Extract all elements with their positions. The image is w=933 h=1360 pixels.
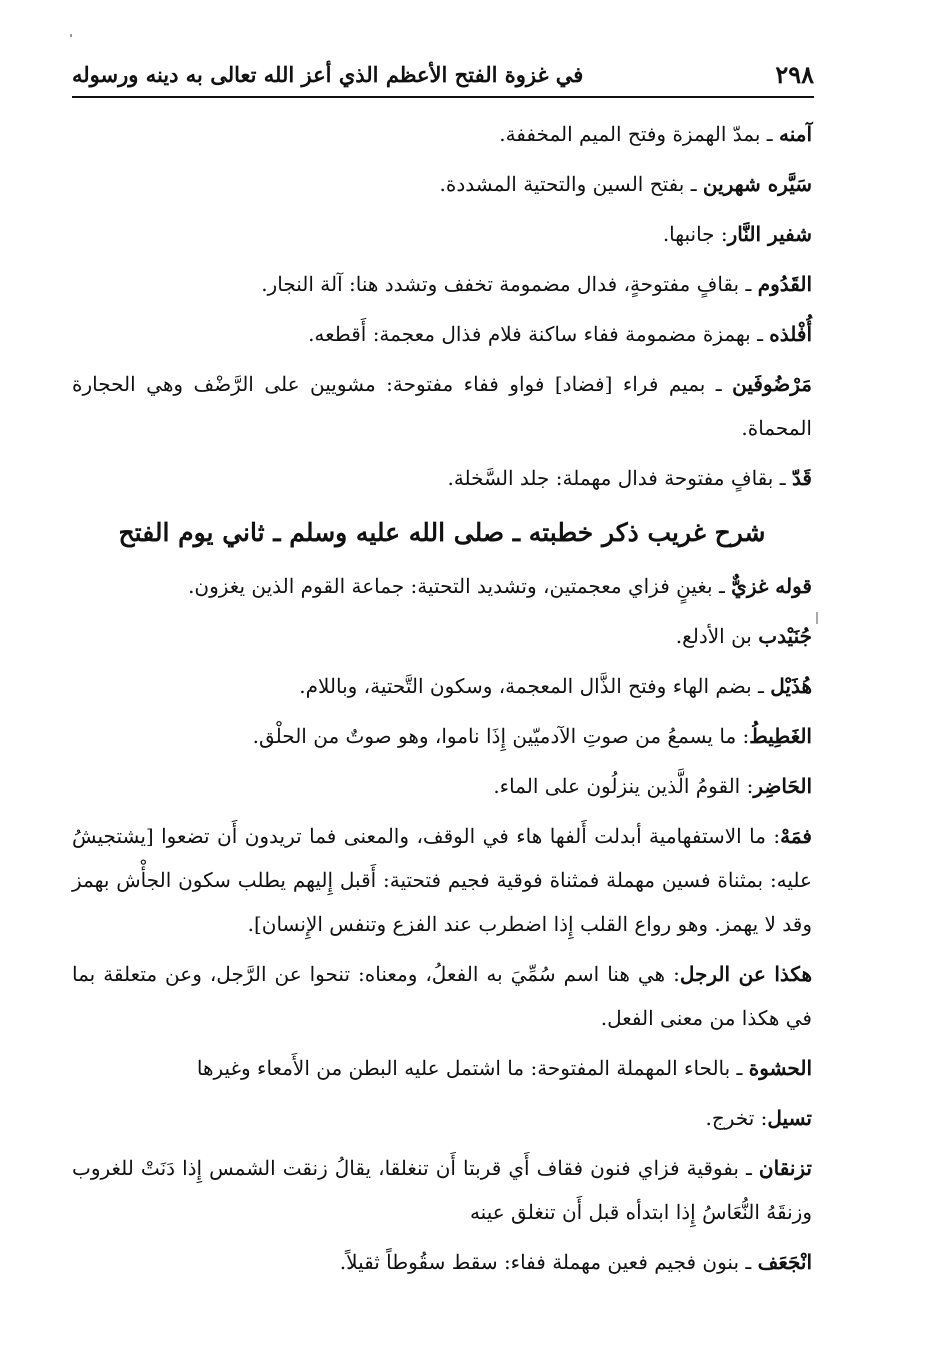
- entry-text: : ما الاستفهامية أبدلت أَلفها هاء في الوقف، والمعنى فما تريدون أَن تضعوا [يشتجيشُ عليه: بمثناة فسين مهملة فمثناة فوقية فجيم فتحتية: أَقبل إِليهم يطلب سكون الجأْش بهمز وقد لا يهمز. وهو رواع القلب إِذا اضطرب عند الفزع وتنفس الإِنسان].: [72, 824, 812, 936]
- glossary-entry: [72, 112, 812, 156]
- entry-text: ـ بغينٍ فزاي معجمتين، وتشديد التحتية: جماعة القوم الذين يغزون.: [188, 574, 732, 598]
- glossary-entry: [72, 564, 812, 608]
- entry-term: آمنه: [778, 122, 812, 146]
- entry-text: : تخرج.: [705, 1106, 768, 1130]
- entry-term: الغَطِيطُ: [749, 724, 812, 748]
- entry-text: : ما يسمعُ من صوتِ الآدميّين إِذَا ناموا، وهو صوتٌ من الحلْق.: [252, 724, 750, 748]
- entry-term: القَدُوم: [757, 272, 812, 296]
- entry-text: ـ بقافٍ مفتوحة فدال مهملة: جلد السَّخلة.: [447, 466, 792, 490]
- page-body: [72, 112, 812, 1290]
- entry-text: ـ بمدّ الهمزة وفتح الميم المخففة.: [499, 122, 779, 146]
- entry-term: تزنقان: [758, 1156, 812, 1180]
- glossary-entry: [72, 262, 812, 306]
- entry-text: : القومُ الَّذين ينزلُون على الماء.: [493, 774, 754, 798]
- glossary-entry: [72, 1046, 812, 1090]
- entry-text: بن الأدلع.: [675, 624, 759, 648]
- glossary-entry: [72, 952, 812, 1040]
- glossary-entry: [72, 814, 812, 946]
- entry-text: ـ بفوقية فزاي فنون فقاف أَي قربتا أَن تنغلقا، يقالُ زنقت الشمس إِذا دَنَتْ للغروب وزنقَهُ النُّعَاسُ إِذا ابتدأه قبل أَن تنغلق عينه: [72, 1156, 812, 1224]
- entry-term: جُنَيْدب: [758, 624, 812, 648]
- running-header: [72, 58, 814, 94]
- entry-term: هكذا عن الرجل: [679, 962, 812, 986]
- entry-term: مَرْضُوفَين: [732, 372, 812, 396]
- glossary-entry: [72, 1240, 812, 1284]
- entry-text: ـ بهمزة مضمومة ففاء ساكنة فلام فذال معجمة: أَقطعه.: [308, 322, 770, 346]
- entry-term: فمَهْ: [780, 824, 812, 848]
- entry-text: ـ بميم فراء [فضاد] فواو ففاء مفتوحة: مشويين على الرَّضْف وهي الحجارة المحماة.: [72, 372, 812, 440]
- scan-mark: [70, 34, 72, 37]
- glossary-entry: [72, 212, 812, 256]
- entry-term: شفير النَّار: [727, 222, 812, 246]
- header-title: في غزوة الفتح الأعظم الذي أعز الله تعالى به دينه ورسوله: [72, 62, 584, 87]
- glossary-entry: [72, 456, 812, 500]
- entry-text: : جانبها.: [662, 222, 728, 246]
- entry-text: ـ بضم الهاء وفتح الذَّال المعجمة، وسكون التَّحتية، وباللام.: [299, 674, 771, 698]
- entry-term: هُذَيْل: [770, 674, 812, 698]
- header-divider: [72, 96, 814, 98]
- glossary-entry: [72, 1096, 812, 1140]
- entry-term: قَدّ: [791, 466, 812, 490]
- section-heading: شرح غريب ذكر خطبته ـ صلى الله عليه وسلم ـ ثاني يوم الفتح: [118, 518, 766, 547]
- scan-mark: [816, 612, 818, 624]
- entry-term: قوله غزيٌّ: [731, 574, 812, 598]
- entry-text: : هي هنا اسم سُمِّيَ به الفعلُ، ومعناه: تنحوا عن الرَّجل، وعن متعلقة بما في هكذا من معنى الفعل.: [72, 962, 812, 1030]
- entry-term: الحشوة: [748, 1056, 812, 1080]
- entry-term: سَيَّره شهرين: [702, 172, 812, 196]
- glossary-entry: [72, 162, 812, 206]
- page-number: ٢٩٨: [775, 60, 814, 89]
- glossary-entry: [72, 1146, 812, 1234]
- entry-text: ـ بقافٍ مفتوحةٍ، فدال مضمومة تخفف وتشدد هنا: آلة النجار.: [261, 272, 758, 296]
- glossary-entry: [72, 664, 812, 708]
- glossary-entry: [72, 362, 812, 450]
- entry-text: ـ بنون فجيم فعين مهملة ففاء: سقط سقُوطاً ثقيلاً.: [339, 1250, 758, 1274]
- glossary-entry: [72, 714, 812, 758]
- glossary-entry: [72, 614, 812, 658]
- entry-term: أُفْلذه: [769, 322, 812, 346]
- entry-term: انْجَعَف: [757, 1250, 812, 1274]
- entry-text: ـ بفتح السين والتحتية المشددة.: [439, 172, 703, 196]
- entry-term: تسيل: [767, 1106, 812, 1130]
- glossary-entry: [72, 764, 812, 808]
- glossary-entry: [72, 312, 812, 356]
- entry-text: ـ بالحاء المهملة المفتوحة: ما اشتمل عليه البطن من الأَمعاء وغيرها: [196, 1056, 749, 1080]
- entry-term: الحَاضِر: [753, 774, 812, 798]
